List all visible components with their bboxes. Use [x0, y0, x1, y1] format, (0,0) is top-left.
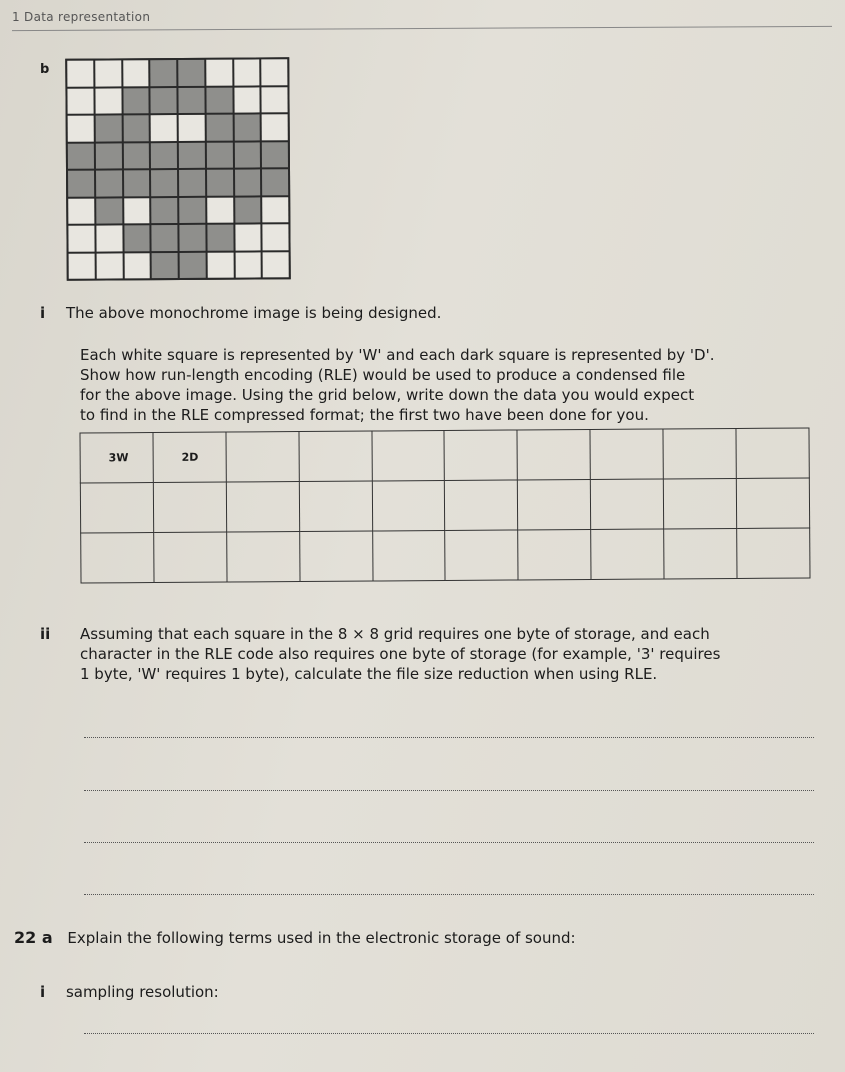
rle-cell[interactable] [664, 528, 737, 579]
dark-square [68, 171, 94, 197]
dark-square [234, 142, 260, 168]
dark-square [151, 88, 177, 114]
dark-square [96, 143, 122, 169]
answer-line[interactable] [84, 790, 814, 791]
question-22a [14, 928, 576, 948]
rle-cell[interactable] [226, 482, 299, 533]
dark-square [178, 60, 204, 86]
rle-cell[interactable] [226, 432, 299, 483]
question-ii [40, 624, 50, 644]
rle-cell[interactable]: 2D [153, 432, 226, 483]
rle-cell[interactable] [372, 481, 445, 532]
answer-line[interactable] [84, 842, 814, 843]
dark-square [68, 143, 94, 169]
white-square [95, 60, 121, 86]
dark-square [152, 253, 178, 279]
rle-cell[interactable] [445, 480, 518, 531]
question-22a-i-text: sampling resolution: [65, 983, 219, 1001]
dark-square [235, 197, 261, 223]
rle-cell[interactable] [663, 478, 736, 529]
rle-table-row [81, 528, 810, 583]
dark-square [150, 60, 176, 86]
monochrome-image-grid [65, 57, 291, 281]
white-square [69, 253, 95, 279]
dark-square [206, 87, 232, 113]
white-square [68, 116, 94, 142]
white-square [262, 197, 288, 223]
question-22a-i [40, 982, 219, 1002]
white-square [235, 252, 261, 278]
white-square [123, 60, 149, 86]
rle-cell[interactable] [591, 479, 664, 530]
question-ii-line: character in the RLE code also requires one byte of storage (for example, '3' requires [80, 645, 721, 663]
question-22a-number: 22 a [14, 928, 53, 947]
white-square [96, 253, 122, 279]
white-square [179, 115, 205, 141]
dark-square [234, 114, 260, 140]
question-22a-text: Explain the following terms used in the electronic storage of sound: [67, 929, 576, 947]
white-square [262, 114, 288, 140]
dark-square [207, 225, 233, 251]
answer-line[interactable] [84, 737, 814, 738]
dark-square [96, 170, 122, 196]
rle-table-row [80, 478, 809, 533]
dark-square [151, 143, 177, 169]
rle-cell[interactable] [663, 428, 736, 479]
dark-square [124, 225, 150, 251]
dark-square [151, 198, 177, 224]
rle-table-row [80, 428, 809, 483]
rle-cell[interactable] [299, 481, 372, 532]
question-i-instructions [80, 345, 714, 425]
white-square [206, 60, 232, 86]
dark-square [123, 115, 149, 141]
white-square [263, 224, 289, 250]
question-i [40, 303, 441, 323]
rle-answer-table [79, 427, 810, 583]
answer-line[interactable] [84, 1033, 814, 1034]
dark-square [179, 225, 205, 251]
dark-square [152, 225, 178, 251]
answer-line[interactable] [84, 894, 814, 895]
white-square [261, 59, 287, 85]
dark-square [123, 143, 149, 169]
white-square [234, 59, 260, 85]
rle-cell[interactable] [591, 529, 664, 580]
rle-cell[interactable] [444, 430, 517, 481]
white-square [96, 225, 122, 251]
header-rule [12, 26, 832, 31]
part-b-label: b [40, 62, 50, 77]
white-square [262, 87, 288, 113]
rle-cell[interactable] [226, 532, 299, 583]
dark-square [179, 142, 205, 168]
dark-square [179, 197, 205, 223]
rle-cell[interactable] [518, 529, 591, 580]
rle-cell[interactable] [445, 530, 518, 581]
question-ii-label: ii [40, 625, 51, 643]
rle-cell[interactable] [736, 428, 809, 479]
question-ii-line: Assuming that each square in the 8 × 8 grid requires one byte of storage, and each [80, 625, 710, 643]
rle-cell[interactable] [517, 429, 590, 480]
white-square [151, 115, 177, 141]
question-ii-text [80, 624, 720, 684]
dark-square [180, 252, 206, 278]
white-square [95, 88, 121, 114]
question-i-label: i [40, 304, 46, 322]
rle-cell[interactable] [80, 483, 153, 534]
white-square [67, 61, 93, 87]
rle-cell[interactable] [299, 531, 372, 582]
dark-square [206, 115, 232, 141]
dark-square [235, 169, 261, 195]
white-square [234, 87, 260, 113]
dark-square [207, 170, 233, 196]
question-i-intro: The above monochrome image is being designed. [65, 304, 442, 322]
white-square [68, 198, 94, 224]
white-square [207, 197, 233, 223]
dark-square [124, 170, 150, 196]
white-square [68, 226, 94, 252]
question-22a-i-label: i [40, 983, 46, 1001]
instruction-line: for the above image. Using the grid below, write down the data you would expect [80, 386, 695, 404]
dark-square [207, 142, 233, 168]
rle-cell[interactable] [590, 429, 663, 480]
dark-square [179, 170, 205, 196]
white-square [263, 252, 289, 278]
white-square [207, 252, 233, 278]
white-square [124, 198, 150, 224]
section-header: 1 Data representation [12, 10, 151, 24]
instruction-line: Each white square is represented by 'W' and each dark square is represented by 'D'. [80, 346, 715, 364]
rle-cell[interactable] [736, 478, 809, 529]
dark-square [95, 115, 121, 141]
instruction-line: to find in the RLE compressed format; the first two have been done for you. [80, 406, 649, 424]
white-square [124, 253, 150, 279]
dark-square [123, 88, 149, 114]
dark-square [96, 198, 122, 224]
rle-cell[interactable] [153, 482, 226, 533]
rle-cell[interactable] [299, 431, 372, 482]
rle-cell[interactable] [81, 533, 154, 584]
dark-square [262, 169, 288, 195]
rle-cell[interactable] [154, 532, 227, 583]
rle-cell[interactable] [737, 528, 810, 579]
rle-cell[interactable] [372, 530, 445, 581]
rle-cell[interactable] [372, 431, 445, 482]
white-square [67, 88, 93, 114]
dark-square [151, 170, 177, 196]
instruction-line: Show how run-length encoding (RLE) would be used to produce a condensed file [80, 366, 686, 384]
question-ii-line: 1 byte, 'W' requires 1 byte), calculate the file size reduction when using RLE. [80, 665, 658, 683]
dark-square [262, 142, 288, 168]
dark-square [178, 87, 204, 113]
rle-cell[interactable]: 3W [80, 433, 153, 484]
rle-cell[interactable] [518, 479, 591, 530]
white-square [235, 224, 261, 250]
